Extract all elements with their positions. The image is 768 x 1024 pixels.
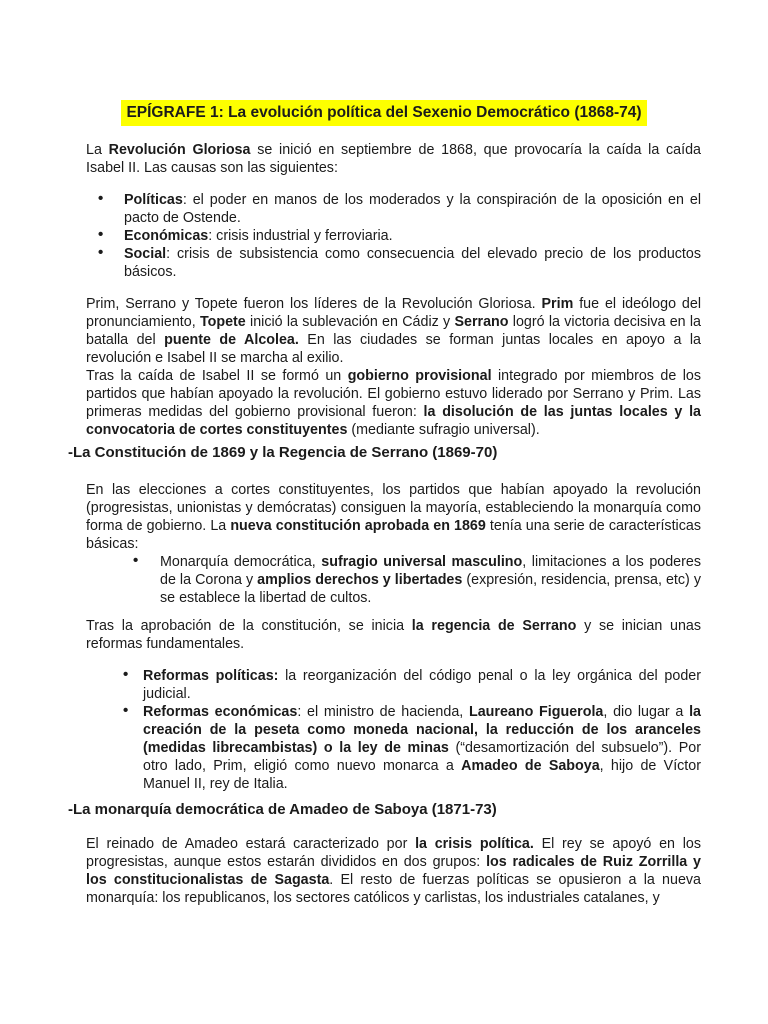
list-item-text: Monarquía democrática, sufragio universal masculino, limitaciones a los poderes de la Corona y amplios derechos y libertades (expresión, residencia, prensa, etc) y se establece la libertad de cultos. (160, 554, 701, 606)
list-item-text: Social: crisis de subsistencia como consecuencia del elevado precio de los productos básicos. (124, 246, 701, 280)
list-item-economicas (97, 227, 701, 245)
bullet-list-causes (97, 191, 701, 281)
bullet-icon: • (98, 190, 104, 207)
list-item-social (97, 245, 701, 281)
bullet-icon: • (133, 552, 139, 569)
bullet-icon: • (123, 666, 129, 683)
title-highlight: EPÍGRAFE 1: La evolución política del Sexenio Democrático (1868-74) (121, 100, 646, 126)
list-item-text: Políticas: el poder en manos de los moderados y la conspiración de la oposición en el pacto de Ostende. (124, 192, 701, 226)
section-heading-amadeo: -La monarquía democrática de Amadeo de Saboya (1871-73) (68, 801, 497, 818)
bullet-list-constitution-features (132, 553, 701, 607)
section-heading-constitution: -La Constitución de 1869 y la Regencia de Serrano (1869-70) (68, 444, 498, 461)
list-item-reformas-politicas (122, 667, 701, 703)
paragraph-intro: La Revolución Gloriosa se inició en septiembre de 1868, que provocaría la caída la caída Isabel II. Las causas son las siguientes: (86, 142, 702, 176)
paragraph-elections: En las elecciones a cortes constituyentes, los partidos que habían apoyado la revolución (progresistas, unionistas y demócratas) consiguen la mayoría, estableciendo la monarquía como forma de gobierno. La nueva constitución aprobada en 1869 tenía una serie de características básicas: (86, 482, 701, 552)
paragraph-leaders: Prim, Serrano y Topete fueron los líderes de la Revolución Gloriosa. Prim fue el ideólogo del pronunciamiento, Topete inició la sublevación en Cádiz y Serrano logró la victoria decisiva en la batalla del puente de Alcolea. En las ciudades se forman juntas locales en apoyo a la revolución e Isabel II se marcha al exilio. (86, 296, 702, 366)
list-item-monarquia-democratica (132, 553, 701, 607)
list-item-text: Reformas económicas: el ministro de hacienda, Laureano Figuerola, dio lugar a la creación de la peseta como moneda nacional, la reducción de los aranceles (medidas librecambistas) o la ley de minas (“desamortización del subsuelo”). Por otro lado, Prim, eligió como nuevo monarca a Amadeo de Saboya, hijo de Víctor Manuel II, rey de Italia. (143, 704, 701, 792)
list-item-text: Reformas políticas: la reorganización del código penal o la ley orgánica del poder judicial. (143, 668, 701, 702)
bullet-list-reforms (122, 667, 701, 793)
list-item-politicas (97, 191, 701, 227)
bullet-icon: • (98, 226, 104, 243)
page-title (0, 100, 768, 126)
paragraph-regency: Tras la aprobación de la constitución, se inicia la regencia de Serrano y se inician unas reformas fundamentales. (86, 618, 701, 652)
bullet-icon: • (98, 244, 104, 261)
bullet-icon: • (123, 702, 129, 719)
list-item-reformas-economicas (122, 703, 701, 793)
paragraph-provisional-government: Tras la caída de Isabel II se formó un gobierno provisional integrado por miembros de los partidos que habían apoyado la revolución. El gobierno estuvo liderado por Serrano y Prim. Las primeras medidas del gobierno provisional fueron: la disolución de las juntas locales y la convocatoria de cortes constituyentes (mediante sufragio universal). (86, 368, 702, 438)
paragraph-amadeo-reign: El reinado de Amadeo estará caracterizado por la crisis política. El rey se apoyó en los progresistas, aunque estos estarán divididos en dos grupos: los radicales de Ruiz Zorrilla y los constitucionalistas de Sagasta. El resto de fuerzas políticas se opusieron a la nueva monarquía: los republicanos, los sectores católicos y carlistas, los industriales catalanes, y (86, 836, 702, 906)
list-item-text: Económicas: crisis industrial y ferroviaria. (124, 228, 393, 244)
